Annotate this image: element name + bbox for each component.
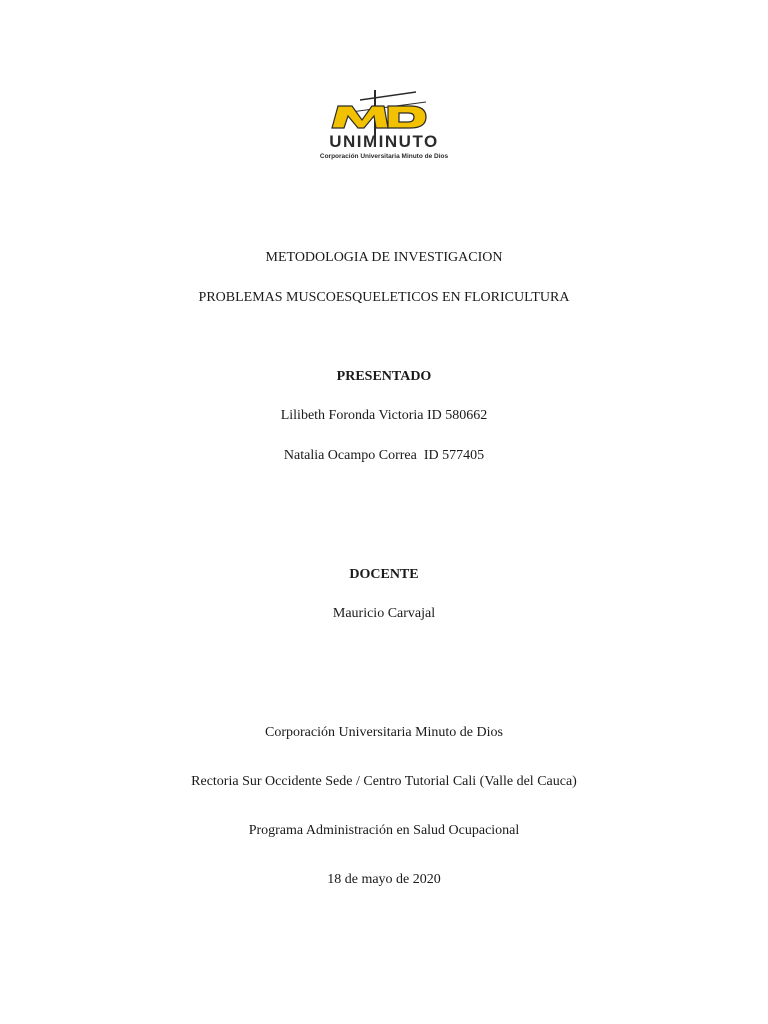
logo-tagline: Corporación Universitaria Minuto de Dios (319, 153, 449, 160)
author-2: Natalia Ocampo Correa ID 577405 (283, 448, 485, 463)
program-name: Programa Administración en Salud Ocupacional (248, 823, 520, 838)
presented-heading: PRESENTADO (336, 369, 432, 384)
document-date: 18 de mayo de 2020 (327, 872, 441, 887)
course-title: METODOLOGIA DE INVESTIGACION (265, 250, 503, 265)
logo-wordmark: UNIMINUTO (329, 132, 439, 151)
institution-name: Corporación Universitaria Minuto de Dios (265, 725, 503, 740)
uniminuto-logo (276, 88, 492, 166)
teacher-heading: DOCENTE (349, 567, 419, 582)
topic-title: PROBLEMAS MUSCOESQUELETICOS EN FLORICULTURA (198, 290, 570, 305)
teacher-name: Mauricio Carvajal (332, 606, 436, 621)
campus-name: Rectoria Sur Occidente Sede / Centro Tutorial Cali (Valle del Cauca) (191, 774, 577, 789)
author-1: Lilibeth Foronda Victoria ID 580662 (280, 408, 488, 423)
